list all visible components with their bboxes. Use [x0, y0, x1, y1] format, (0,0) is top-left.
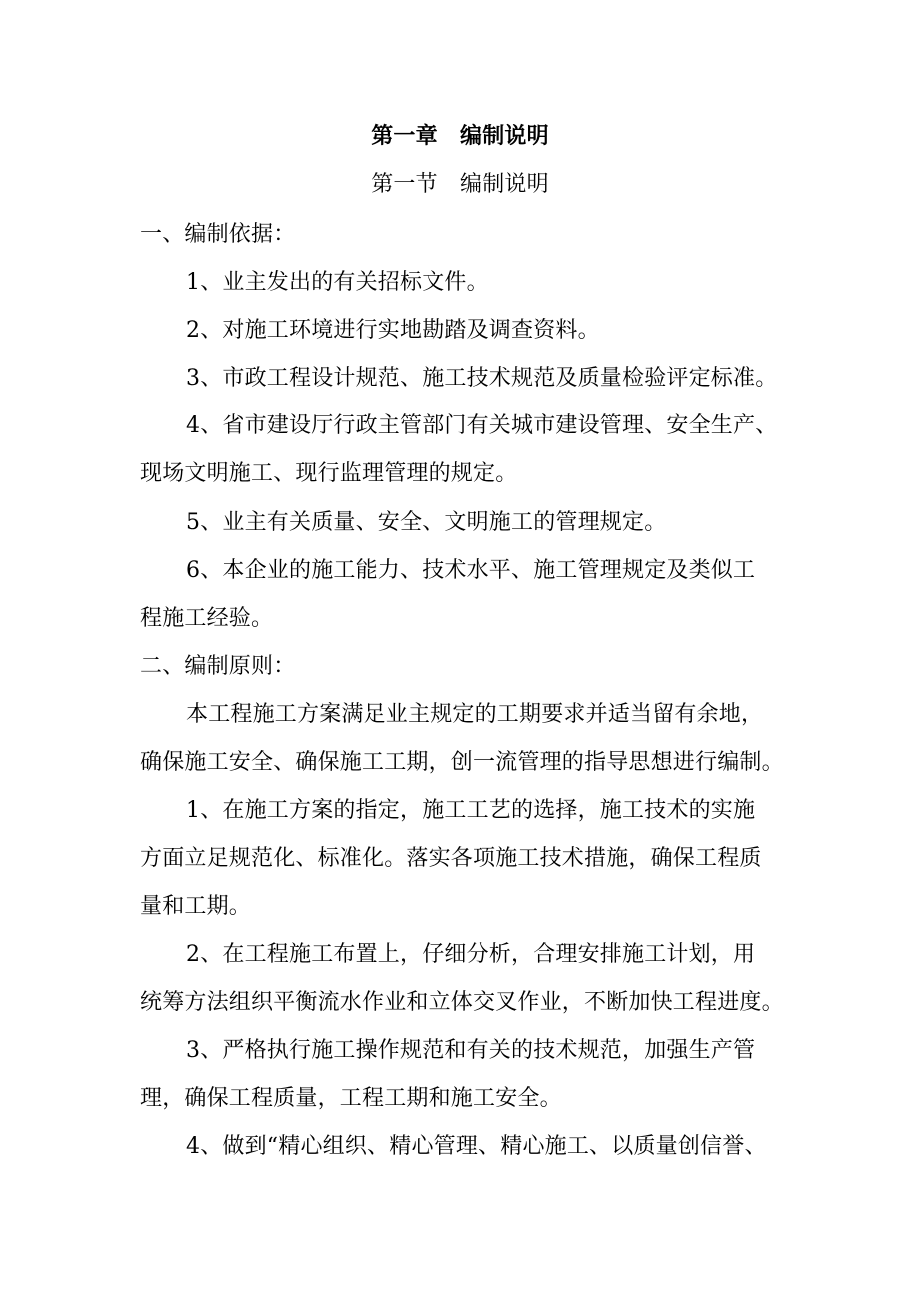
basis-item-1: 1、业主发出的有关招标文件。: [186, 270, 489, 295]
basis-item-2: 2、对施工环境进行实地勘踏及调查资料。: [186, 318, 600, 343]
basis-item-6-line-2: 程施工经验。: [140, 606, 274, 631]
chapter-title: 第一章 编制说明: [371, 123, 549, 149]
principles-intro-line-1: 本工程施工方案满足业主规定的工期要求并适当留有余地，: [186, 702, 764, 727]
basis-item-5: 5、业主有关质量、安全、文明施工的管理规定。: [186, 510, 667, 535]
principle-1-line-2: 方面立足规范化、标准化。落实各项施工技术措施，确保工程质: [140, 846, 762, 871]
principle-4-line-1: 4、做到“精心组织、精心管理、精心施工、以质量创信誉、: [186, 1134, 767, 1159]
heading-basis: 一、编制依据：: [140, 222, 296, 247]
principle-1-line-1: 1、在施工方案的指定，施工工艺的选择，施工技术的实施: [186, 798, 756, 823]
principle-3-line-1: 3、严格执行施工操作规范和有关的技术规范，加强生产管: [186, 1038, 756, 1063]
basis-item-6-line-1: 6、本企业的施工能力、技术水平、施工管理规定及类似工: [186, 558, 756, 583]
principles-intro-line-2: 确保施工安全、确保施工工期，创一流管理的指导思想进行编制。: [140, 750, 784, 775]
basis-item-4-line-2: 现场文明施工、现行监理管理的规定。: [140, 461, 518, 486]
principle-2-line-2: 统筹方法组织平衡流水作业和立体交叉作业，不断加快工程进度。: [140, 990, 784, 1015]
principle-2-line-1: 2、在工程施工布置上，仔细分析，合理安排施工计划，用: [186, 942, 756, 967]
principle-1-line-3: 量和工期。: [140, 894, 252, 919]
section-title: 第一节 编制说明: [371, 172, 549, 197]
basis-item-3: 3、市政工程设计规范、施工技术规范及质量检验评定标准。: [186, 366, 778, 391]
principle-3-line-2: 理，确保工程质量，工程工期和施工安全。: [140, 1086, 562, 1111]
basis-item-4-line-1: 4、省市建设厅行政主管部门有关城市建设管理、安全生产、: [186, 413, 778, 438]
heading-principles: 二、编制原则：: [140, 654, 296, 679]
